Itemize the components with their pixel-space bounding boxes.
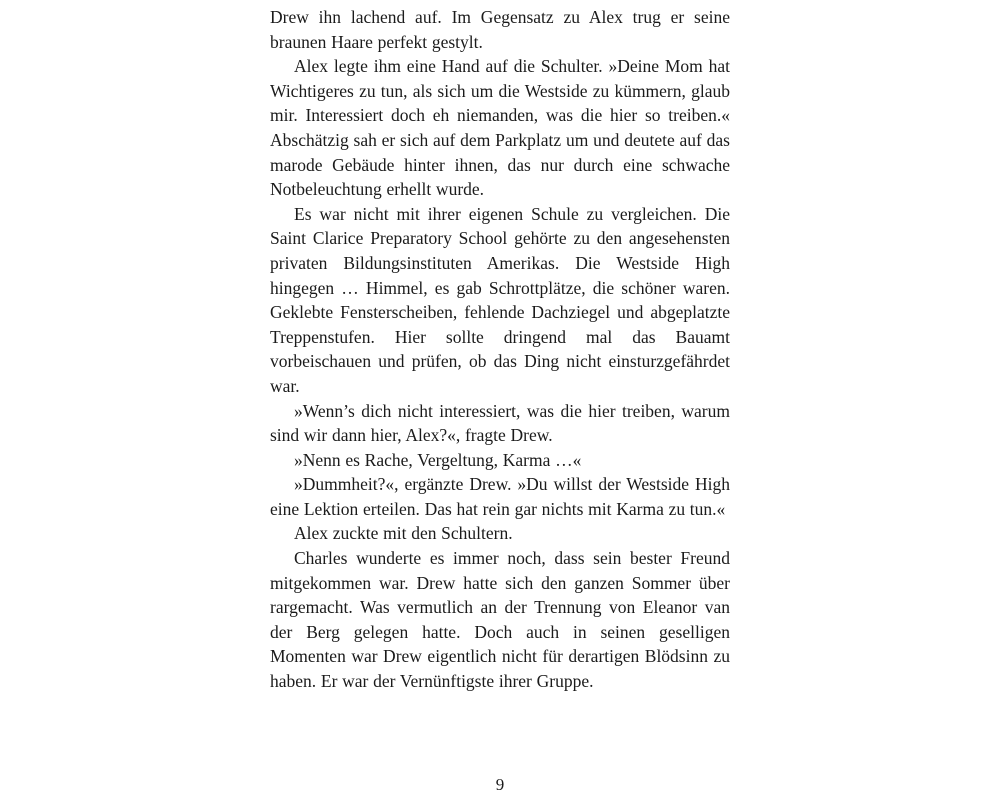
paragraph: Drew ihn lachend auf. Im Gegensatz zu Alex trug er seine braunen Haare perfekt gestylt. <box>270 7 730 52</box>
paragraph: »Nenn es Rache, Vergeltung, Karma …« <box>294 449 582 470</box>
paragraph: Charles wunderte es immer noch, dass sein bester Freund mitgekommen war. Drew hatte sich den ganzen Sommer über rargemacht. Was vermutlich an der Trennung von Eleanor van der Berg gelegen hatte. Doch auch in seinen geselligen Momenten war Drew eigentlich nicht für derartigen Blödsinn zu haben. Er war der Vernünftigste ihrer Gruppe. <box>270 548 730 692</box>
paragraph: »Dummheit?«, ergänzte Drew. »Du willst der Westside High eine Lektion erteilen. Das hat rein gar nichts mit Karma zu tun.« <box>270 474 730 519</box>
text-column <box>270 5 730 694</box>
paragraph: »Wenn’s dich nicht interessiert, was die hier treiben, warum sind wir dann hier, Alex?«, fragte Drew. <box>270 400 730 446</box>
paragraph: Alex legte ihm eine Hand auf die Schulter. »Deine Mom hat Wichtigeres zu tun, als sich um die Westside zu kümmern, glaub mir. Interessiert doch eh niemanden, was die hier so treiben.« Abschätzig sah er sich auf dem Parkplatz um und deutete auf das marode Gebäude hinter ihnen, das nur durch eine schwache Notbeleuchtung erhellt wurde. <box>270 56 730 200</box>
page-number: 9 <box>495 775 505 794</box>
paragraph: Es war nicht mit ihrer eigenen Schule zu vergleichen. Die Saint Clarice Preparatory School gehörte zu den angesehensten privaten Bildungsinstituten Amerikas. Die Westside High hingegen … Himmel, es gab Schrottplätze, die schöner waren. Geklebte Fensterscheiben, fehlende Dachziegel und abgeplatzte Treppenstufen. Hier sollte dringend mal das Bauamt vorbeischauen und prüfen, ob das Ding nicht einsturzgefährdet war. <box>270 203 730 396</box>
paragraph: Alex zuckte mit den Schultern. <box>294 523 513 544</box>
